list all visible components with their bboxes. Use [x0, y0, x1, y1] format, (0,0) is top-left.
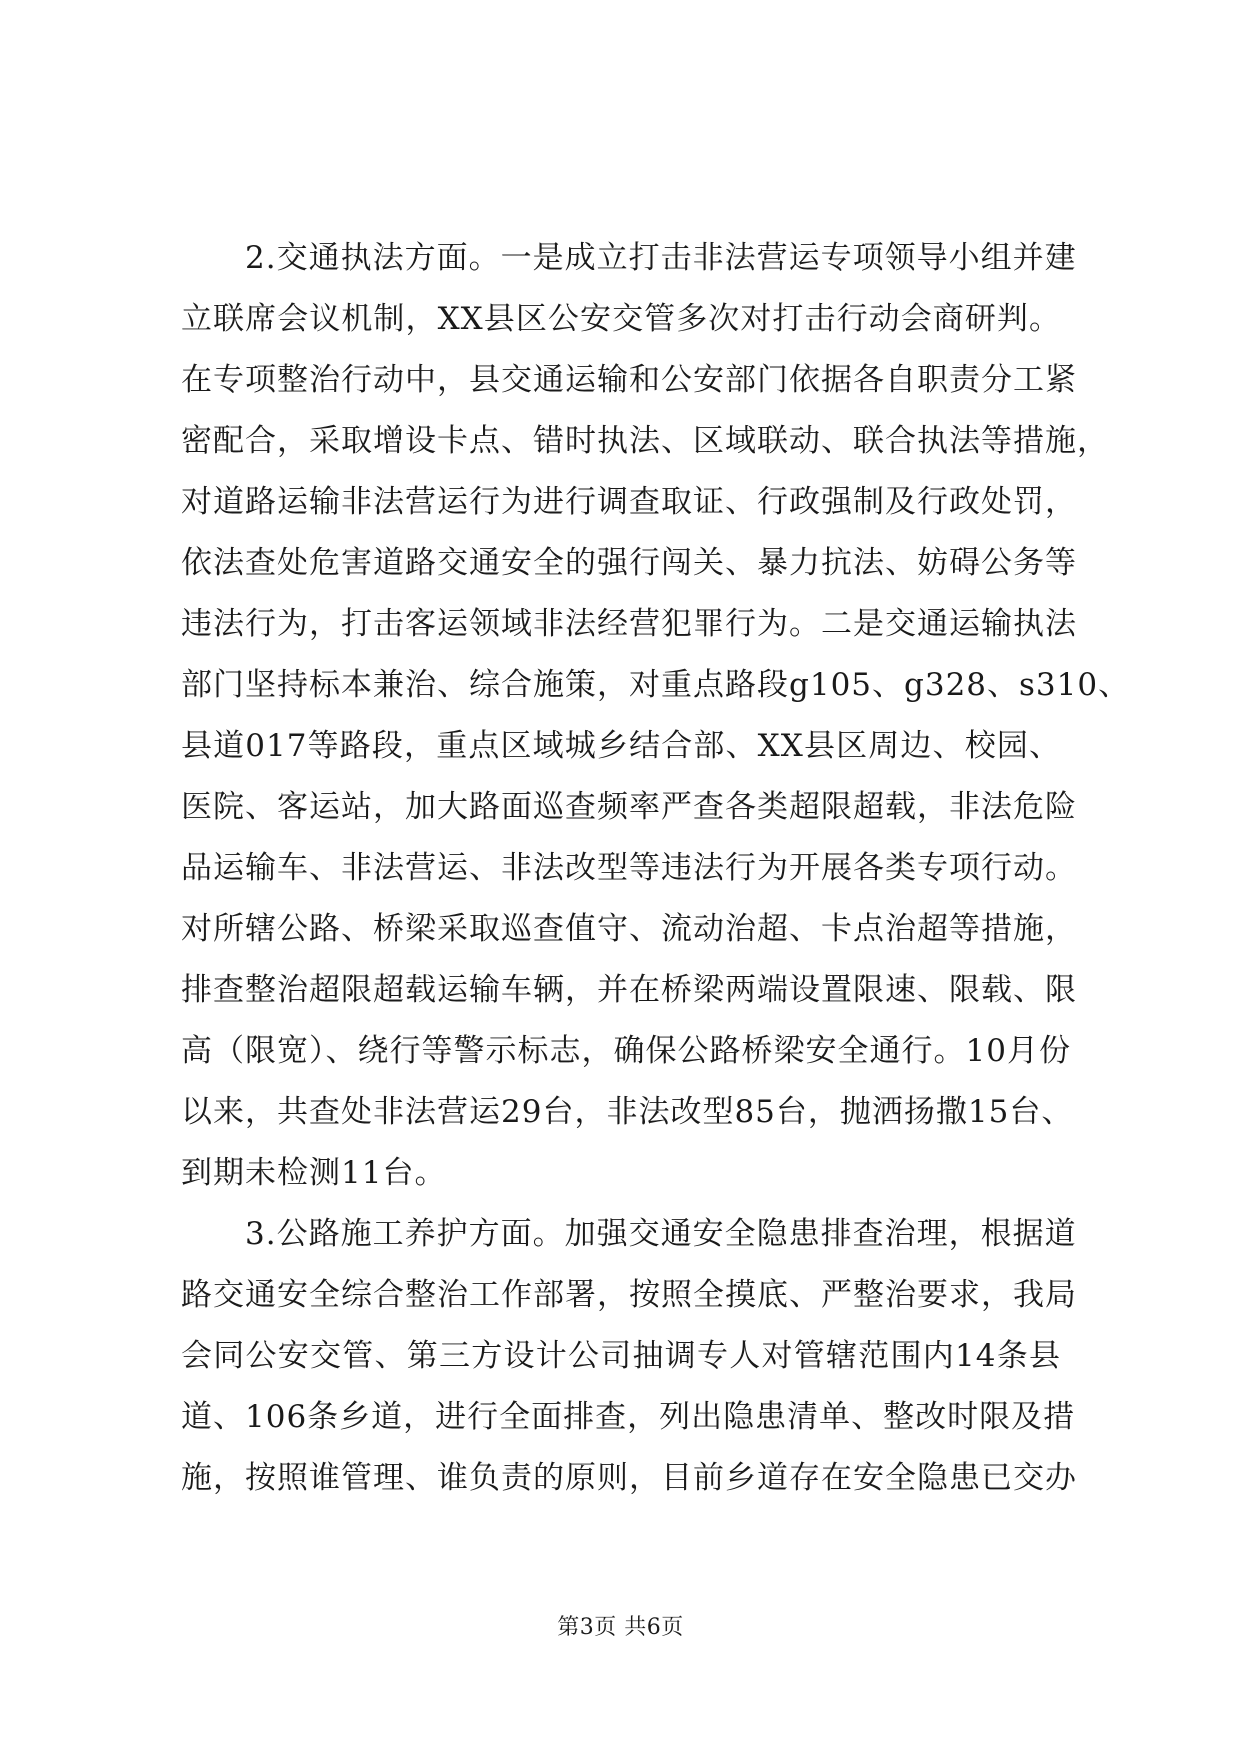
text-line: 品运输车、非法营运、非法改型等违法行为开展各类专项行动。	[181, 850, 1077, 886]
document-body	[181, 228, 1131, 1509]
text-line: 3.公路施工养护方面。加强交通安全隐患排查治理，根据道	[245, 1216, 1077, 1252]
text-line: 对所辖公路、桥梁采取巡查值守、流动治超、卡点治超等措施，	[181, 911, 1077, 947]
text-line: 2.交通执法方面。一是成立打击非法营运专项领导小组并建	[245, 240, 1077, 276]
text-line: 依法查处危害道路交通安全的强行闯关、暴力抗法、妨碍公务等	[181, 545, 1077, 581]
text-line: 到期未检测11台。	[181, 1155, 447, 1191]
paragraph-traffic-enforcement	[181, 228, 1131, 1204]
text-line: 医院、客运站，加大路面巡查频率严查各类超限超载，非法危险	[181, 789, 1077, 825]
page-number-footer: 第3页 共6页	[557, 1615, 684, 1640]
text-line: 违法行为，打击客运领域非法经营犯罪行为。二是交通运输执法	[181, 606, 1077, 642]
text-line: 以来，共查处非法营运29台，非法改型85台，抛洒扬撒15台、	[181, 1094, 1074, 1130]
text-line: 密配合，采取增设卡点、错时执法、区域联动、联合执法等措施，	[181, 423, 1109, 459]
text-line: 施，按照谁管理、谁负责的原则，目前乡道存在安全隐患已交办	[181, 1460, 1077, 1496]
text-line: 道、106条乡道，进行全面排查，列出隐患清单、整改时限及措	[181, 1399, 1076, 1435]
text-line: 立联席会议机制，XX县区公安交管多次对打击行动会商研判。	[181, 301, 1061, 337]
text-line: 对道路运输非法营运行为进行调查取证、行政强制及行政处罚，	[181, 484, 1077, 520]
text-line: 排查整治超限超载运输车辆，并在桥梁两端设置限速、限载、限	[181, 972, 1077, 1008]
text-line: 部门坚持标本兼治、综合施策，对重点路段g105、g328、s310、	[181, 667, 1131, 703]
text-line: 路交通安全综合整治工作部署，按照全摸底、严整治要求，我局	[181, 1277, 1077, 1313]
text-line: 县道017等路段，重点区域城乡结合部、XX县区周边、校园、	[181, 728, 1061, 764]
text-line: 高（限宽）、绕行等警示标志，确保公路桥梁安全通行。10月份	[181, 1033, 1071, 1069]
text-line: 会同公安交管、第三方设计公司抽调专人对管辖范围内14条县	[181, 1338, 1061, 1374]
text-line: 在专项整治行动中，县交通运输和公安部门依据各自职责分工紧	[181, 362, 1077, 398]
paragraph-road-maintenance	[181, 1204, 1077, 1509]
